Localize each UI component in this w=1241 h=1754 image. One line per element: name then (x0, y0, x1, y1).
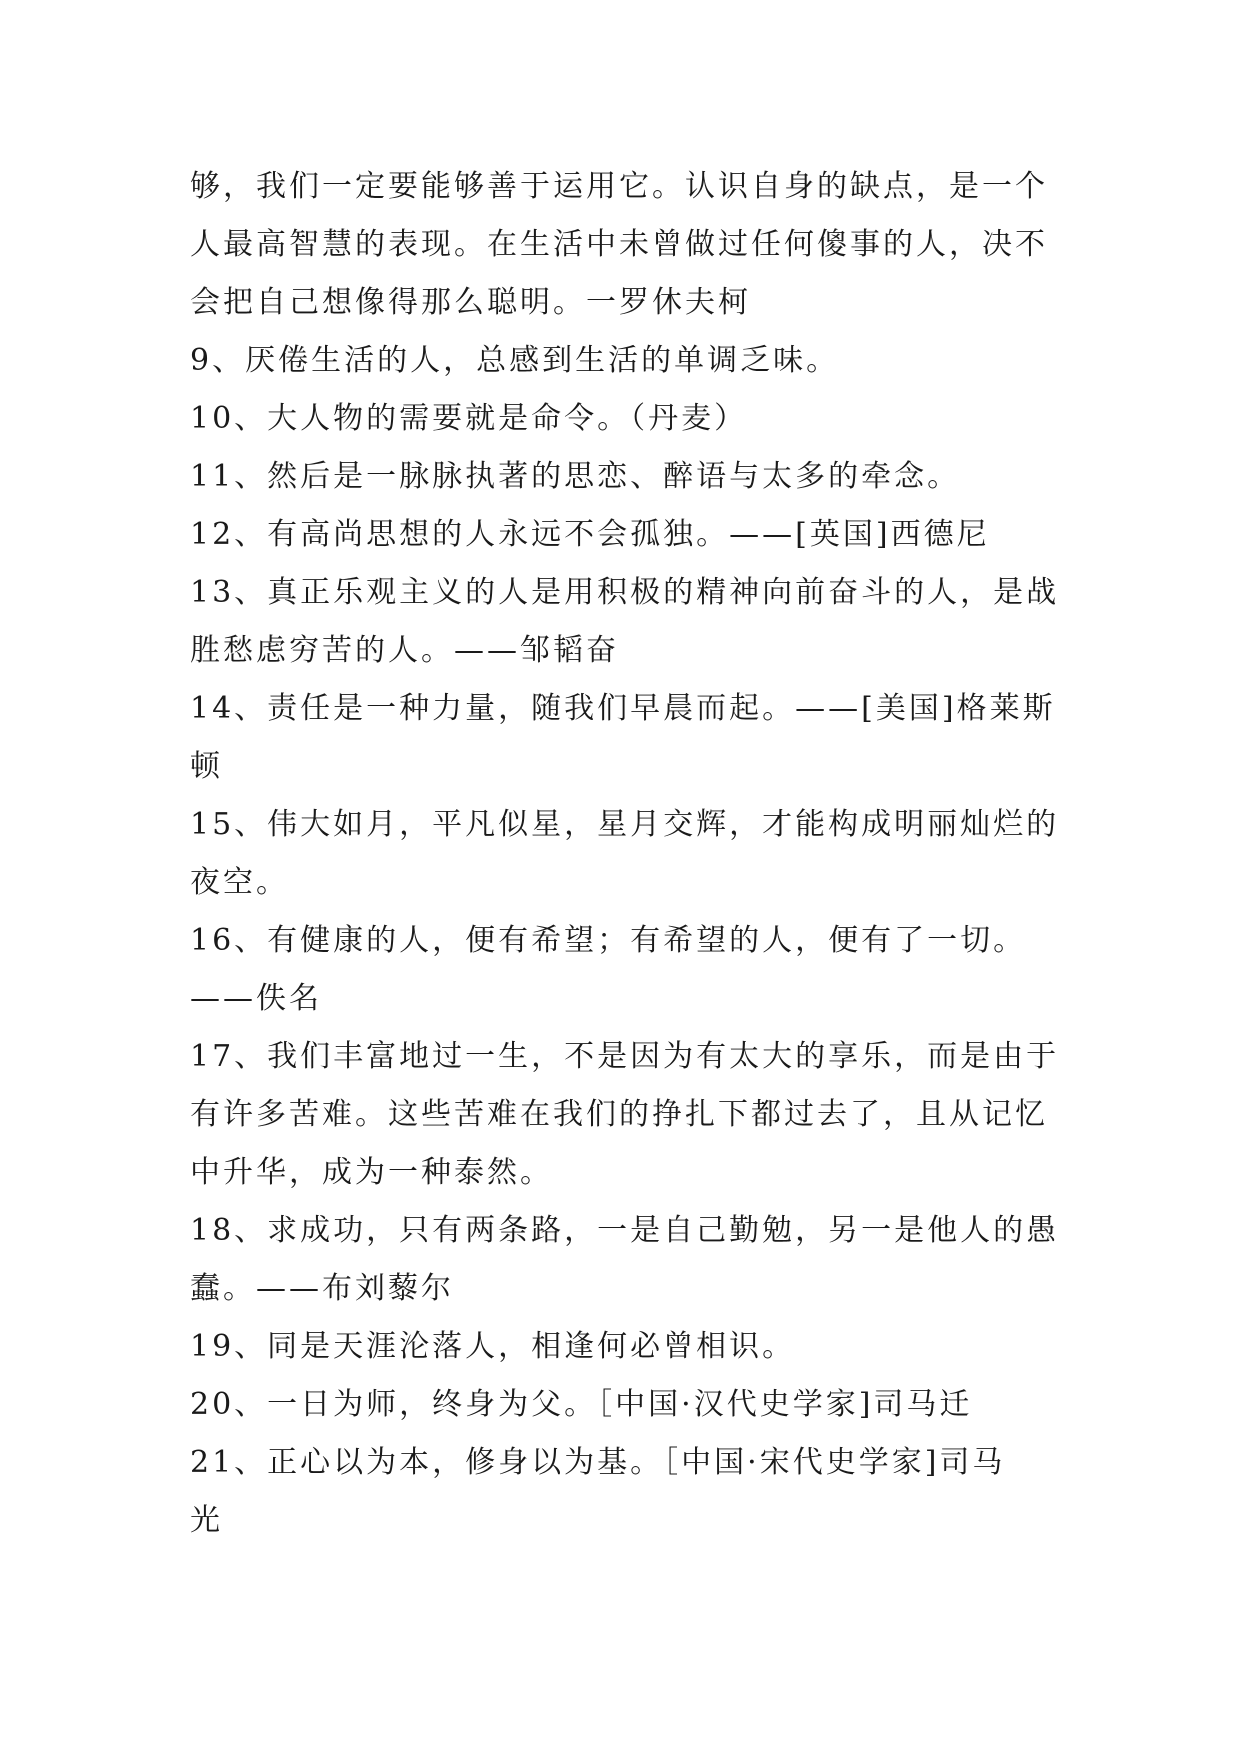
quote-13: 13、真正乐观主义的人是用积极的精神向前奋斗的人，是战 (190, 575, 1060, 610)
quote-16: 16、有健康的人，便有希望；有希望的人，便有了一切。 (190, 923, 1027, 958)
quote-21-cont: 光 (190, 1503, 223, 1538)
quote-17-cont: 有许多苦难。这些苦难在我们的挣扎下都过去了，且从记忆 (190, 1097, 1048, 1132)
quote-17-cont: 中升华，成为一种泰然。 (190, 1155, 553, 1190)
quote-18: 18、求成功，只有两条路，一是自己勤勉，另一是他人的愚 (190, 1213, 1060, 1248)
quote-14-cont: 顿 (190, 749, 223, 784)
quote-12: 12、有高尚思想的人永远不会孤独。——[英国]西德尼 (190, 517, 990, 552)
document-body (190, 158, 1060, 1550)
quote-15: 15、伟大如月，平凡似星，星月交辉，才能构成明丽灿烂的 (190, 807, 1060, 842)
quote-9: 9、厌倦生活的人，总感到生活的单调乏味。 (190, 343, 840, 378)
quote-17: 17、我们丰富地过一生，不是因为有太大的享乐，而是由于 (190, 1039, 1060, 1074)
text-line: 够，我们一定要能够善于运用它。认识自身的缺点，是一个 (190, 169, 1048, 204)
quote-16-cont: ——佚名 (190, 981, 322, 1016)
text-line: 人最高智慧的表现。在生活中未曾做过任何傻事的人，决不 (190, 227, 1048, 262)
quote-18-cont: 蠢。——布刘藜尔 (190, 1271, 454, 1306)
quote-10: 10、大人物的需要就是命令。（丹麦） (190, 401, 748, 436)
quote-15-cont: 夜空。 (190, 865, 289, 900)
text-line: 会把自己想像得那么聪明。一罗休夫柯 (190, 285, 751, 320)
quote-11: 11、然后是一脉脉执著的思恋、醉语与太多的牵念。 (190, 459, 961, 494)
quote-20: 20、一日为师，终身为父。［中国·汉代史学家]司马迁 (190, 1387, 973, 1422)
quote-19: 19、同是天涯沦落人，相逢何必曾相识。 (190, 1329, 796, 1364)
quote-21: 21、正心以为本，修身以为基。［中国·宋代史学家]司马 (190, 1445, 1006, 1480)
quote-14: 14、责任是一种力量，随我们早晨而起。——[美国]格莱斯 (190, 691, 1056, 726)
quote-13-cont: 胜愁虑穷苦的人。——邹韬奋 (190, 633, 619, 668)
